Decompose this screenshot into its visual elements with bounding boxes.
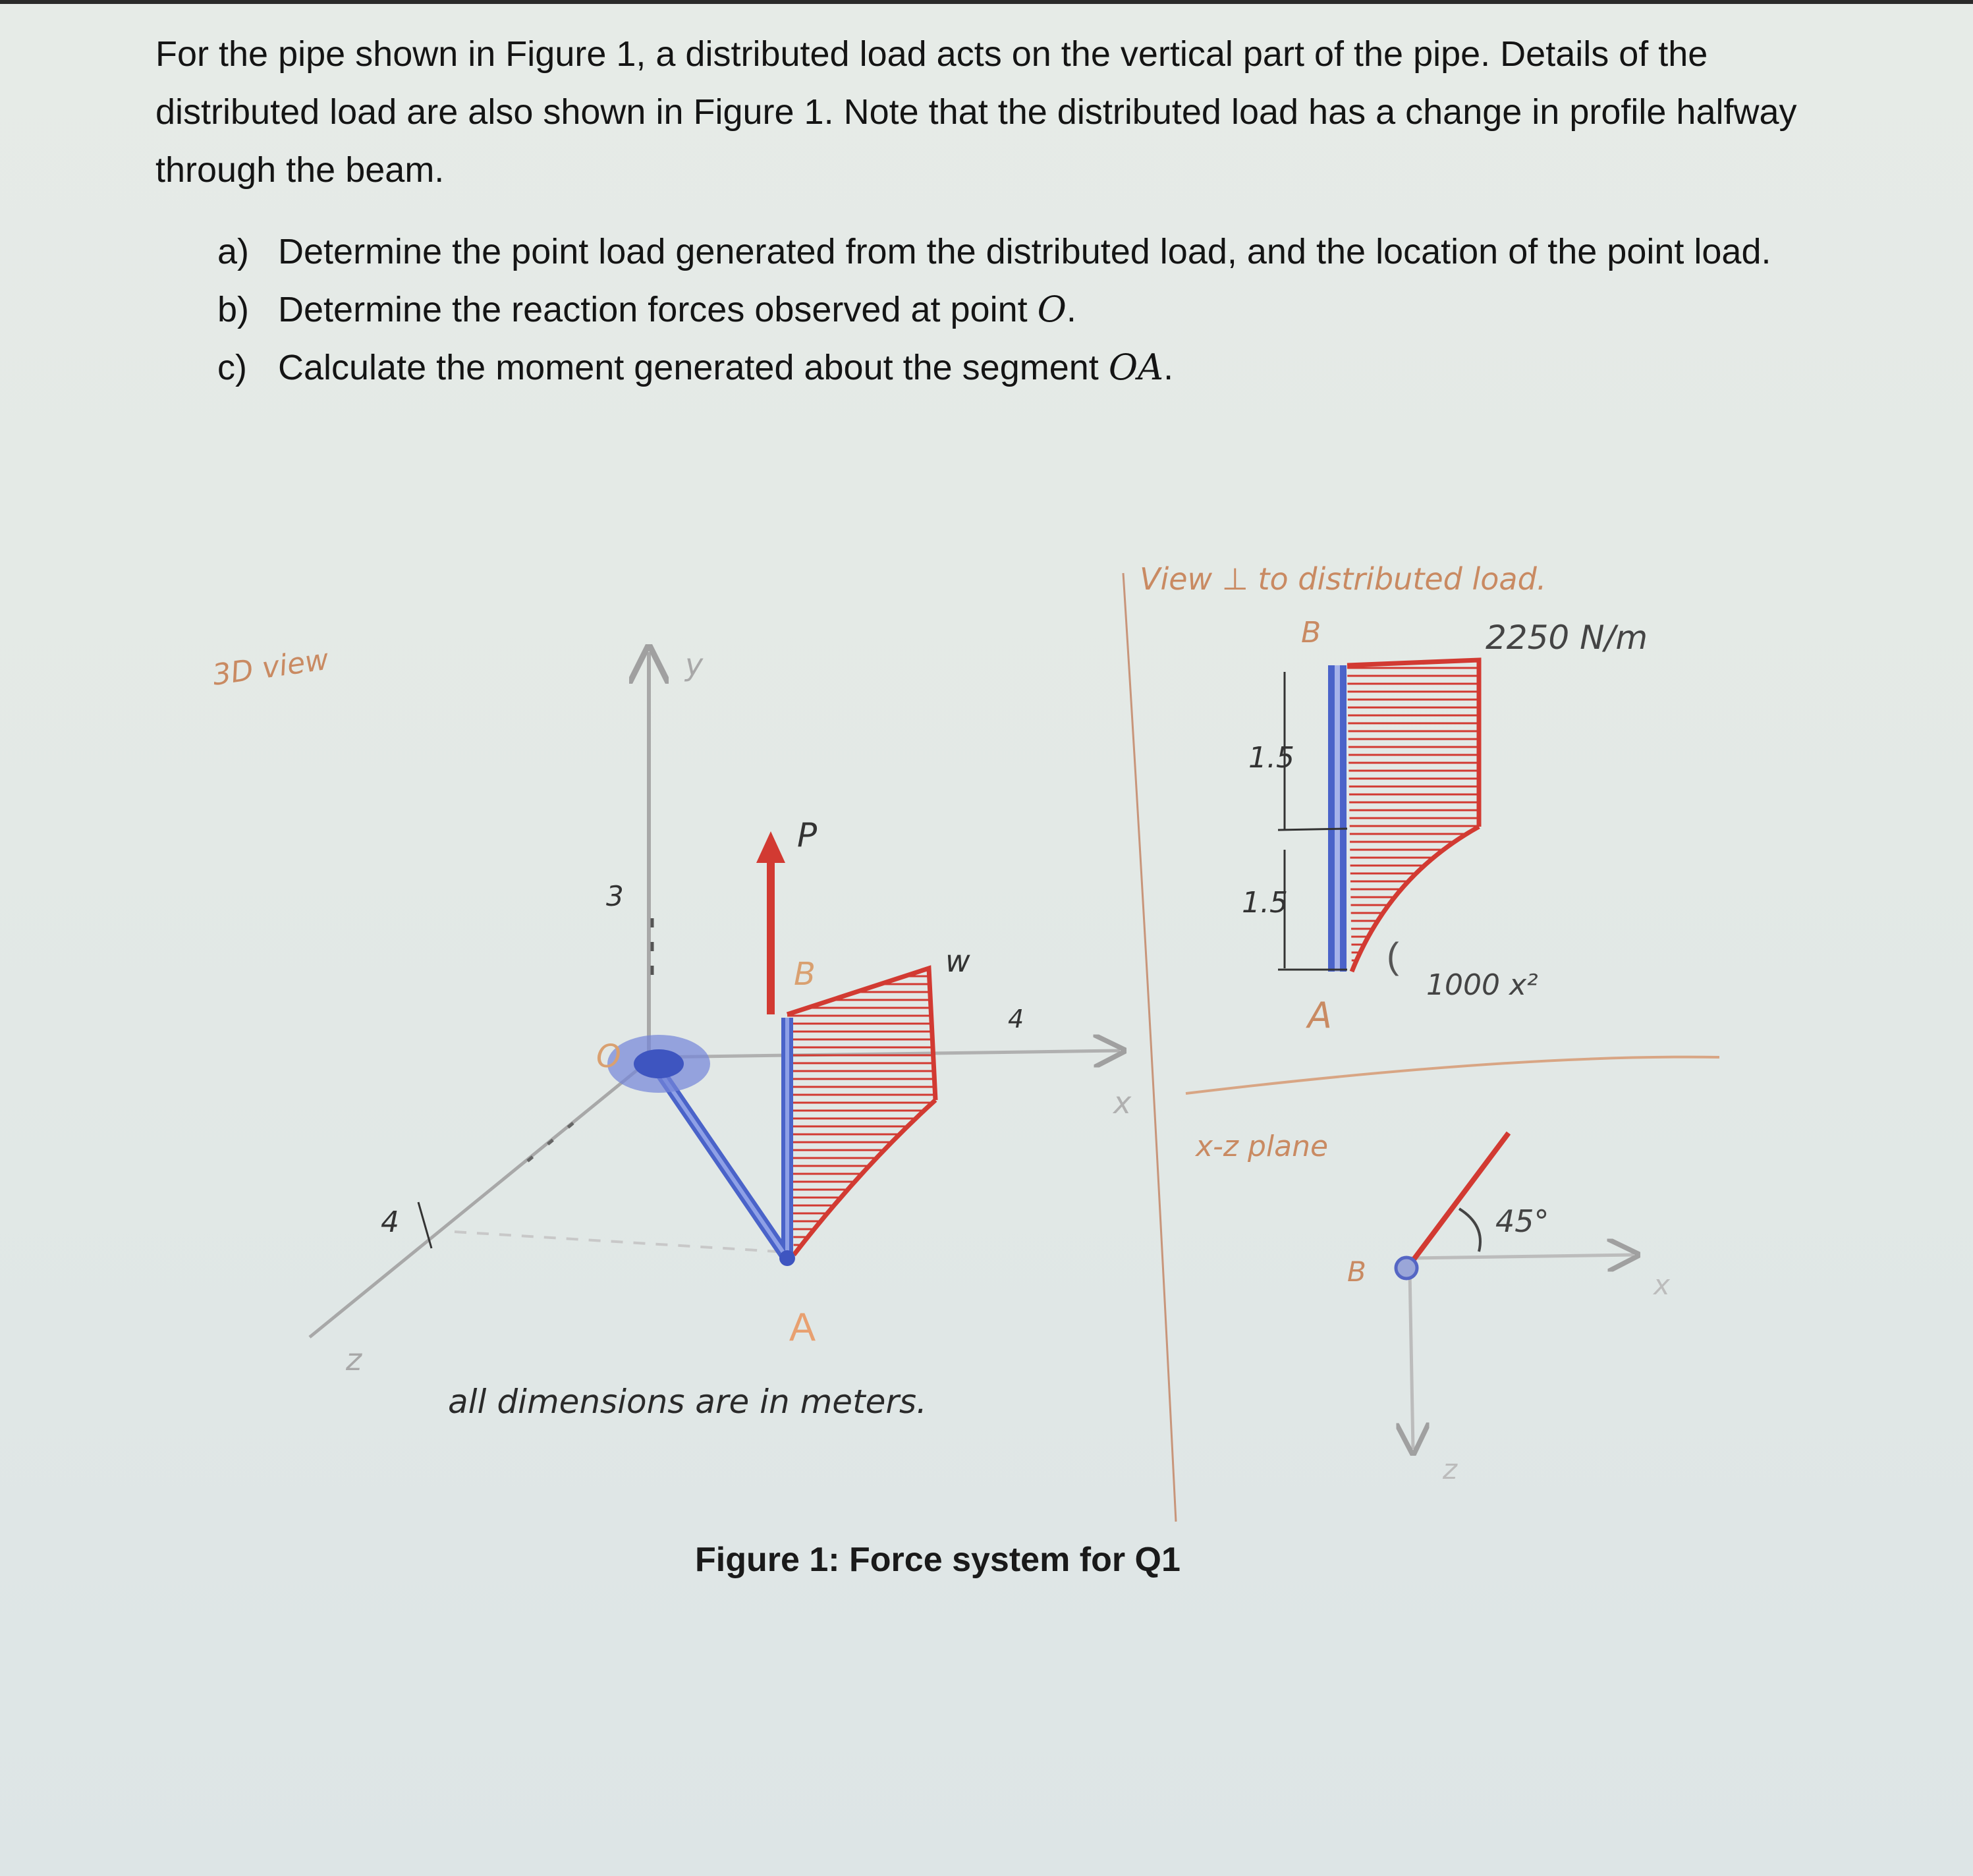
dim-4-label: 4 bbox=[381, 1205, 399, 1239]
profile-bracket: ( bbox=[1387, 935, 1399, 976]
figure-caption: Figure 1: Force system for Q1 bbox=[695, 1541, 1181, 1579]
guide-z-to-a bbox=[455, 1232, 777, 1252]
divider-horizontal bbox=[1186, 1057, 1719, 1093]
question-c-text-start: Calculate the moment generated about the segment bbox=[278, 348, 1109, 387]
question-c-var: OA bbox=[1108, 346, 1164, 388]
side-point-b-label: B bbox=[1301, 616, 1321, 649]
question-b-letter: b) bbox=[217, 290, 250, 329]
support-o-core bbox=[634, 1049, 684, 1078]
plane-z-axis bbox=[1410, 1271, 1413, 1449]
plane-x-label: x bbox=[1653, 1269, 1670, 1301]
x-dim-mark: 4 bbox=[1008, 1005, 1024, 1034]
dim-upper-label: 1.5 bbox=[1248, 741, 1294, 775]
dim-3-label: 3 bbox=[606, 880, 624, 912]
point-b-label: B bbox=[794, 956, 816, 993]
load-p-arrowhead bbox=[756, 831, 785, 863]
distributed-load-3d bbox=[787, 968, 935, 1255]
question-b-text-end: . bbox=[1066, 290, 1076, 329]
dim-lower-label: 1.5 bbox=[1242, 886, 1288, 920]
problem-intro: For the pipe shown in Figure 1, a distributed load acts on the vertical part of the pipe. Details of the distributed load are also shown in Figure 1. Note that the distributed load has a change in profile halfway through the beam. bbox=[155, 34, 1797, 190]
y-axis-label: y bbox=[685, 647, 704, 682]
plane-pipe-section bbox=[1396, 1257, 1417, 1279]
joint-a bbox=[779, 1250, 795, 1266]
z-axis bbox=[310, 1061, 649, 1337]
plane-load-line bbox=[1410, 1133, 1509, 1265]
angle-arc bbox=[1459, 1209, 1480, 1252]
view-plane bbox=[1194, 1130, 1671, 1485]
plane-point-b-label: B bbox=[1347, 1255, 1366, 1288]
view-plane-title: x-z plane bbox=[1196, 1130, 1329, 1163]
max-load-label: 2250 N/m bbox=[1486, 619, 1648, 657]
question-a-letter: a) bbox=[217, 232, 250, 271]
angle-label: 45° bbox=[1495, 1203, 1549, 1239]
x-axis-label: x bbox=[1113, 1085, 1132, 1120]
plane-z-label: z bbox=[1443, 1453, 1458, 1485]
question-b-var: O bbox=[1037, 289, 1067, 330]
view-3d bbox=[210, 643, 1132, 1421]
view-3d-title: 3D view bbox=[210, 642, 331, 692]
load-w-label: w bbox=[945, 943, 970, 979]
question-c-letter: c) bbox=[217, 348, 247, 387]
question-c-text-end: . bbox=[1163, 348, 1174, 387]
divider-vertical bbox=[1123, 573, 1176, 1522]
view-side bbox=[1140, 561, 1648, 1036]
side-point-a-label: A bbox=[1308, 995, 1332, 1036]
dim-mid-tick bbox=[1278, 829, 1347, 830]
z-axis-label: z bbox=[346, 1342, 362, 1377]
units-note: all dimensions are in meters. bbox=[448, 1383, 927, 1421]
load-p-label: P bbox=[797, 816, 818, 854]
distributed-load-side bbox=[1347, 660, 1479, 972]
point-a-label: A bbox=[789, 1305, 816, 1349]
plane-x-axis bbox=[1410, 1255, 1634, 1258]
point-o-label: O bbox=[596, 1038, 621, 1075]
profile-label: 1000 x² bbox=[1426, 968, 1538, 1002]
question-b-text-start: Determine the reaction forces observed at point bbox=[278, 290, 1038, 329]
question-a-text: Determine the point load generated from the distributed load, and the location of the point load. bbox=[278, 232, 1771, 271]
view-side-title: View ⊥ to distributed load. bbox=[1140, 561, 1547, 597]
